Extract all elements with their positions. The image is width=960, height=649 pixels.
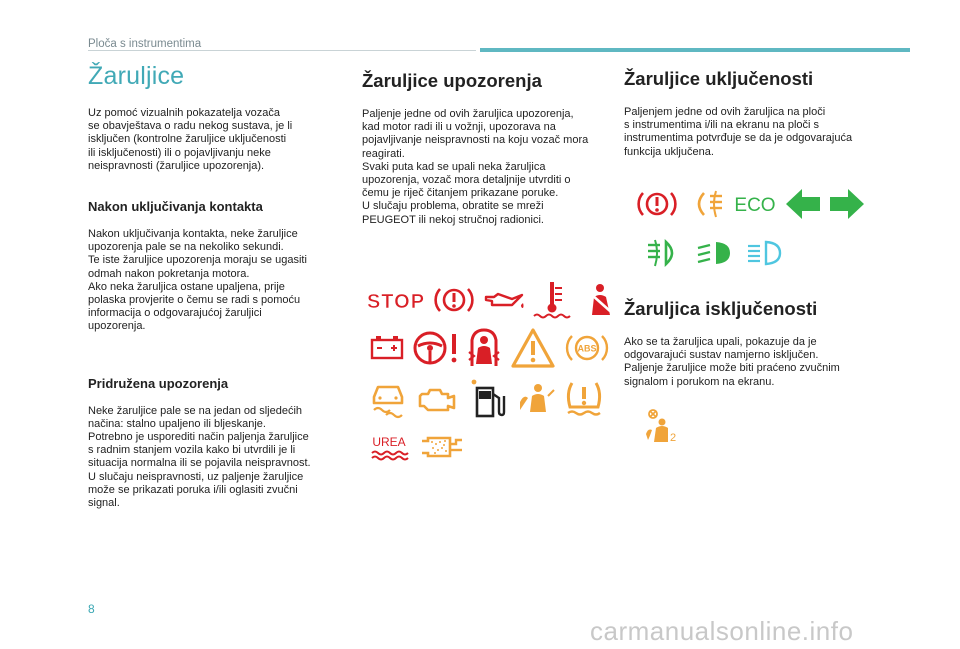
passenger-airbag-icon xyxy=(516,382,556,416)
off-indicator-paragraph: Ako se ta žaruljica upali, pokazuje da je odgovarajući sustav namjerno isključen. Paljenje žaruljice može biti praćeno zvučnim signalom i porukom na ekranu. xyxy=(624,336,840,388)
section-heading-associated: Pridružena upozorenja xyxy=(88,375,229,391)
on-icons-row-2 xyxy=(646,236,784,270)
off-icons-row xyxy=(644,408,678,444)
watermark: carmanualsonline.info xyxy=(590,616,854,646)
front-fog-icon xyxy=(646,236,682,270)
warning-paragraph: Paljenje jedne od ovih žaruljica upozorenja, kad motor radi ili u vožnji, upozorava na pojavljivanje neispravnosti na koju vozač mora reagirati. Svaki puta kad se upali neka žaruljica upozorenja, vozač mora detaljnije utvrditi o čemu je riječ čitanjem prikazane poruke. U slučaju problema, obratite se mreži PEUGEOT ili nekoj stručnoj radionici. xyxy=(362,108,589,226)
column-indicators xyxy=(624,68,884,197)
seatbelt-icon xyxy=(582,283,622,317)
warning-icons-row-2 xyxy=(370,326,610,370)
fuel-icon xyxy=(468,378,508,420)
header-section-label: Ploča s instrumentima xyxy=(88,38,202,50)
coolant-temperature-icon xyxy=(530,278,574,322)
urea-icon xyxy=(370,433,408,461)
warning-icons-row-1 xyxy=(366,278,622,322)
rear-fog-icon xyxy=(688,187,726,221)
stop-label: STOP xyxy=(366,291,426,313)
on-icons-row-1 xyxy=(636,186,866,222)
intro-paragraph: Uz pomoć vizualnih pokazatelja vozača se obavještava o radu nekog sustava, je li isključen (kontrolne žaruljice uključenosti ili isključenosti) ili o pojavljivanju neke neispravnosti (žaruljice upozorenja). xyxy=(88,107,293,172)
header-rule-right xyxy=(480,48,910,52)
tyre-pressure-icon xyxy=(562,379,606,419)
oil-pressure-icon xyxy=(482,283,526,317)
engine-check-icon xyxy=(416,382,458,416)
abs-icon xyxy=(564,331,610,365)
on-indicators-paragraph: Paljenjem jedne od ovih žaruljica na ploči s instrumentima i/ili na ekranu na ploči s instrumentima potvrđuje se da je odgovarajuća funkcija uključena. xyxy=(624,106,853,158)
stability-control-icon xyxy=(370,379,406,419)
off-indicator-heading: Žaruljica isključenosti xyxy=(624,298,818,319)
svg-text:ABS: ABS xyxy=(577,343,597,354)
dipped-beam-icon xyxy=(696,236,734,270)
left-turn-icon xyxy=(784,186,822,222)
header-rule-left xyxy=(88,50,476,51)
battery-icon xyxy=(370,331,404,365)
airbag-icon xyxy=(464,326,504,370)
page-number: 8 xyxy=(88,602,95,616)
svg-text:2: 2 xyxy=(669,432,677,444)
particle-filter-icon xyxy=(420,432,464,462)
column-warning xyxy=(362,70,612,227)
urea-label: UREA xyxy=(372,435,406,449)
parking-brake-icon xyxy=(636,187,678,221)
main-beam-icon xyxy=(746,236,784,270)
eco-icon xyxy=(732,187,778,221)
power-steering-icon xyxy=(412,328,460,368)
associated-paragraph: Neke žaruljice pale se na jedan od sljedećih načina: stalno upaljeno ili bljeskanje. Potrebno je usporediti način paljenja žaruljice s radnim stanjem vozila kako bi utvrdili je li situacija normalna ili se pojavila neispravnost. U slučaju neispravnosti, uz paljenje žaruljice može se prikazati poruka i/ili oglasiti zvučni signal. xyxy=(88,404,311,510)
on-indicators-heading: Žaruljice uključenosti xyxy=(624,68,814,89)
brake-warning-icon xyxy=(432,283,476,317)
warning-icons-row-4 xyxy=(370,432,464,462)
warning-icons-row-3 xyxy=(370,378,606,420)
column-intro xyxy=(88,62,338,510)
stop-icon xyxy=(366,283,426,317)
passenger-airbag-off-icon xyxy=(644,408,678,444)
right-turn-icon xyxy=(828,186,866,222)
general-warning-icon xyxy=(510,327,556,369)
section-heading-ignition: Nakon uključivanja kontakta xyxy=(88,199,263,215)
page-title: Žaruljice xyxy=(88,62,185,90)
off-indicator-section xyxy=(624,298,884,389)
eco-label: ECO xyxy=(734,195,776,216)
warning-heading: Žaruljice upozorenja xyxy=(362,70,542,91)
ignition-paragraph: Nakon uključivanja kontakta, neke žaruljice upozorenja pale se na nekoliko sekundi. Te iste žaruljice upozorenja moraju se ugasiti odmah nakon pokretanja motora. Ako neka žaruljica ostane upaljena, prije polaska provjerite o čemu se radi s pomoću informacija o odgovarajućoj žaruljici upozorenja. xyxy=(88,228,307,333)
